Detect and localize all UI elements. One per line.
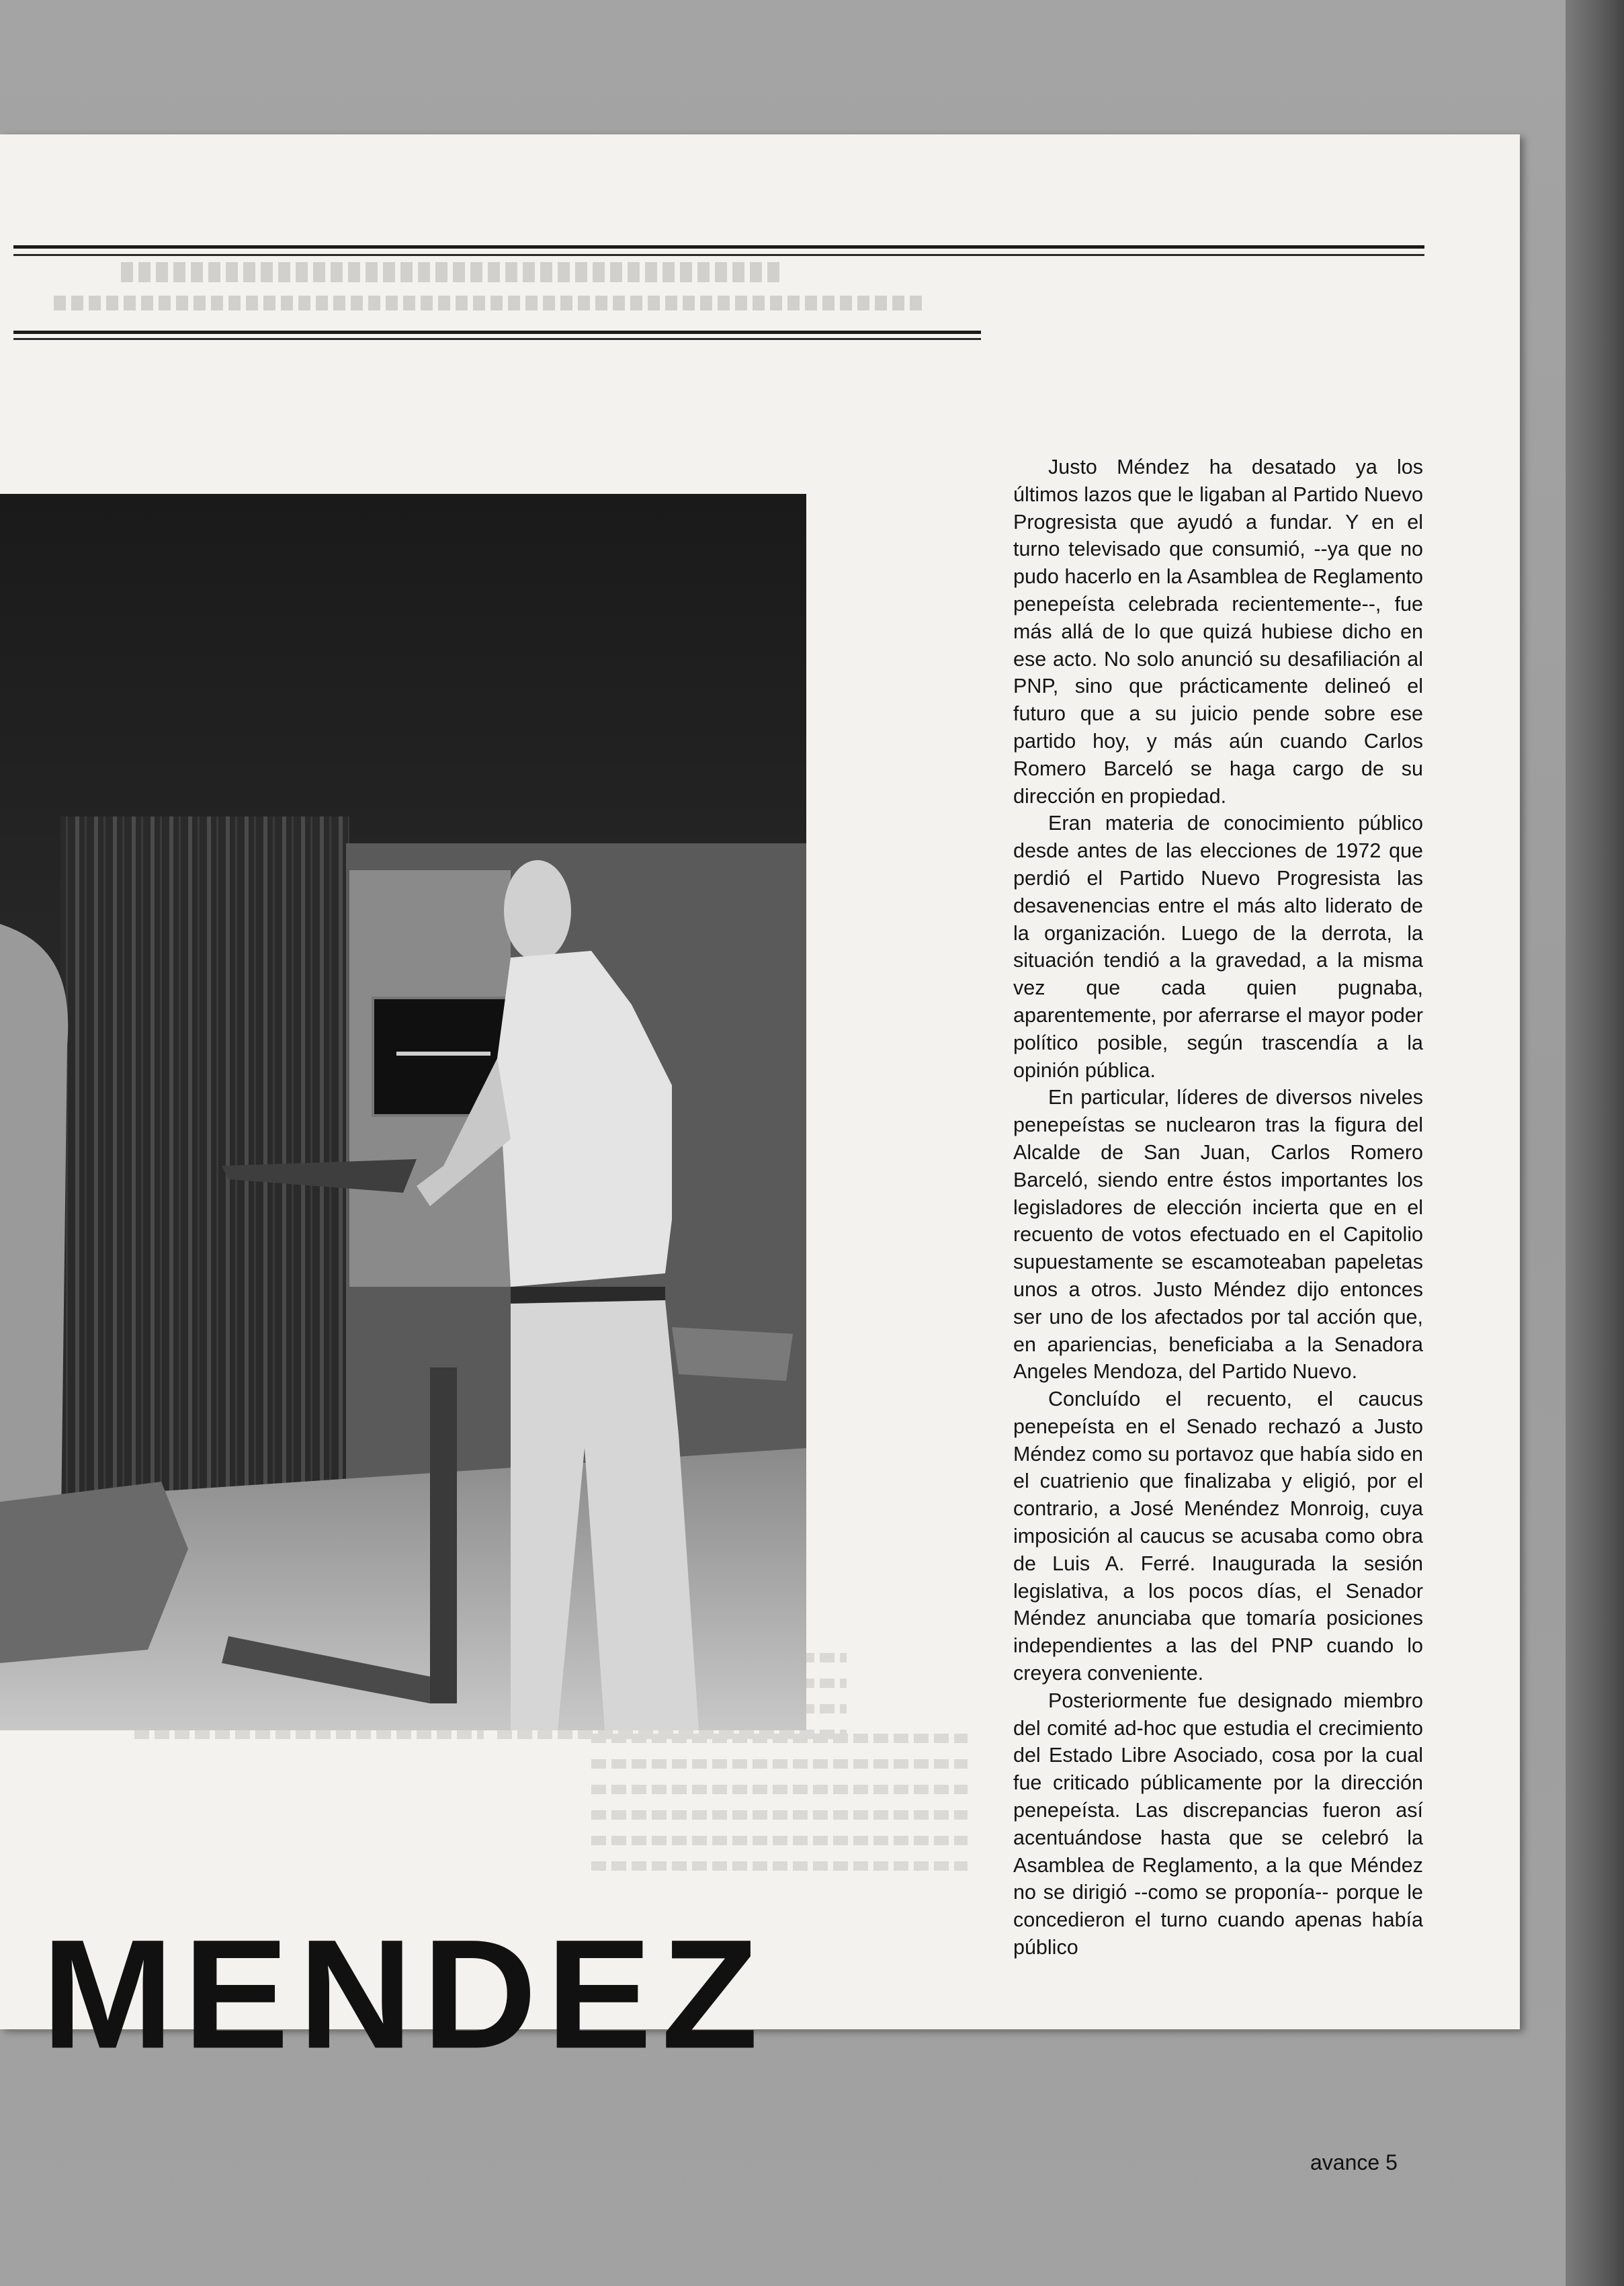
article-paragraph: Justo Méndez ha desatado ya los últimos lazos que le ligaban al Partido Nuevo Progresista que ayudó a fundar. Y en el turno televisado que consumió, --ya que no pudo hacerlo en la Asamblea de Reglamento penepeísta celebrada recientemente--, fue más allá de lo que quizá hubiese dicho en ese acto. No solo anunció su desafiliación al PNP, sino que prácticamente delineó el futuro que a su juicio pende sobre ese partido hoy, y más aún cuando Carlos Romero Barceló se haga cargo de su dirección en propiedad. [1013,456,1423,808]
article-paragraph: Posteriormente fue designado miembro del comité ad-hoc que estudia el crecimiento del Estado Libre Asociado, cosa por la cual fue criticado públicamente por la dirección penepeísta. Las discrepancias fueron así acentuándose hasta que se celebró la Asamblea de Reglamento, a la que Méndez no se dirigió --como se proponía-- porque le concedieron el turno cuando apenas había público [1013,1689,1423,1959]
faded-subheading [54,296,927,310]
headline: MENDEZ [42,1907,768,2082]
top-rule-secondary [13,254,1424,256]
bleed-through-text [591,1734,968,1887]
photo-man-at-podium [0,494,806,1730]
scanner-edge [1566,0,1624,2286]
article-paragraph: Concluído el recuento, el caucus penepeísta en el Senado rechazó a Justo Méndez como su portavoz que había sido en el cuatrienio que finalizaba y eligió, por el contrario, a José Menéndez Monroig, cuya imposición al caucus se acusaba como obra de Luis A. Ferré. Inaugurada la sesión legislativa, a los pocos días, el Senador Méndez anunciaba que tomaría posiciones independientes a las del PNP cuando lo creyera conveniente. [1013,1388,1423,1685]
photo-top-rule-secondary [13,338,981,340]
article-paragraph: Eran materia de conocimiento público desde antes de las elecciones de 1972 que perdió el Partido Nuevo Progresista las desavenencias entre el más alto liderato de la organización. Luego de la derrota, la situación tendió a la gravedad, a la misma vez que cada quien pugnaba, aparentemente, por aferrarse el mayor poder político posible, según trascendía a la opinión pública. [1013,812,1423,1082]
photo-top-rule [13,331,981,334]
article-paragraph: En particular, líderes de diversos niveles penepeístas se nuclearon tras la figura del Alcalde de San Juan, Carlos Romero Barceló, siendo entre éstos importantes los legisladores de elección incierta que en el recuento de votos efectuado en el Capitolio supuestamente se escamoteaban papeletas unos a otros. Justo Méndez dijo entonces ser uno de los afectados por tal acción que, en apariencias, beneficiaba a la Senadora Angeles Mendoza, del Partido Nuevo. [1013,1086,1423,1384]
top-rule [13,245,1424,249]
page-folio: avance 5 [1310,2150,1398,2174]
article-body [1013,454,1423,1961]
magazine-page [0,134,1520,2174]
faded-heading [121,262,779,282]
